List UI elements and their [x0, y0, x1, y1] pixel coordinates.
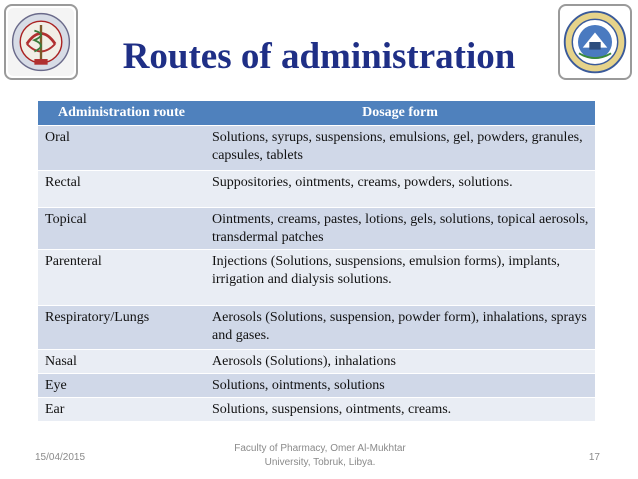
footer-date: 15/04/2015	[35, 452, 86, 463]
page-number: 17	[588, 452, 600, 463]
column-header-route: Administration route	[38, 101, 205, 126]
dosage-form-cell: Solutions, syrups, suspensions, emulsions, gel, powders, granules, capsules, tablets	[205, 126, 595, 171]
dosage-form-cell: Suppositories, ointments, creams, powders, solutions.	[205, 171, 595, 208]
routes-table	[38, 101, 595, 421]
university-seal-logo	[558, 4, 632, 80]
dosage-form-cell: Aerosols (Solutions, suspension, powder form), inhalations, sprays and gases.	[205, 306, 595, 350]
dosage-form-cell: Injections (Solutions, suspensions, emulsion forms), implants, irrigation and dialysis solutions.	[205, 250, 595, 306]
table-row	[38, 208, 595, 250]
table-row	[38, 350, 595, 374]
table-row	[38, 398, 595, 422]
slide-title: Routes of administration	[122, 36, 516, 77]
table-row	[38, 126, 595, 171]
dosage-form-cell: Aerosols (Solutions), inhalations	[205, 350, 595, 374]
dosage-form-cell: Solutions, suspensions, ointments, creams.	[205, 398, 595, 422]
route-cell: Parenteral	[38, 250, 205, 306]
footer-institution-line1: Faculty of Pharmacy, Omer Al-Mukhtar	[234, 443, 406, 454]
table-row	[38, 171, 595, 208]
dosage-form-cell: Ointments, creams, pastes, lotions, gels, solutions, topical aerosols, transdermal patches	[205, 208, 595, 250]
footer-institution	[220, 442, 420, 470]
route-cell: Oral	[38, 126, 205, 171]
footer-institution-line2: University, Tobruk, Libya.	[264, 457, 376, 468]
route-cell: Respiratory/Lungs	[38, 306, 205, 350]
table-row	[38, 374, 595, 398]
table-row	[38, 250, 595, 306]
dosage-form-cell: Solutions, ointments, solutions	[205, 374, 595, 398]
route-cell: Eye	[38, 374, 205, 398]
route-cell: Topical	[38, 208, 205, 250]
route-cell: Ear	[38, 398, 205, 422]
route-cell: Rectal	[38, 171, 205, 208]
pharmacy-faculty-logo	[4, 4, 78, 80]
route-cell: Nasal	[38, 350, 205, 374]
column-header-dosage-form: Dosage form	[205, 101, 595, 126]
table-row	[38, 306, 595, 350]
table-header-row	[38, 101, 595, 126]
